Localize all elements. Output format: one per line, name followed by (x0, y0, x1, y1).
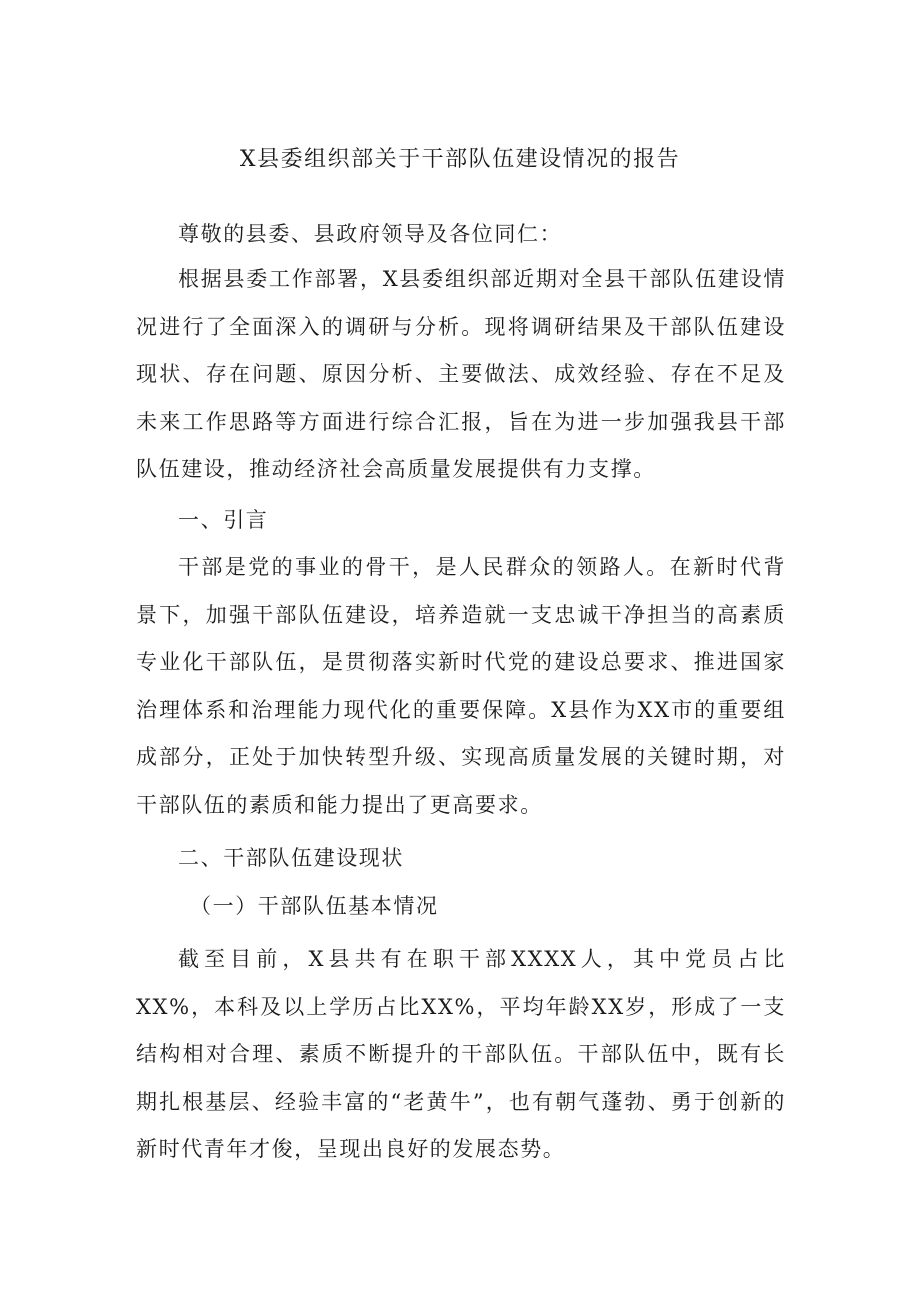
salutation (136, 214, 786, 254)
salutation-text: 尊敬的县委、县政府领导及各位同仁： (178, 222, 563, 246)
basic-info-paragraph: 截至目前，X县共有在职干部XXXX人，其中党员占比XX%，本科及以上学历占比XX%，平均年龄XX岁，形成了一支结构相对合理、素质不断提升的干部队伍。干部队伍中，既有长期扎根基层、经验丰富的“老黄牛”，也有朝气蓬勃、勇于创新的新时代青年才俊，呈现出良好的发展态势。 (136, 947, 786, 1161)
intro-paragraph: 根据县委工作部署，X县委组织部近期对全县干部队伍建设情况进行了全面深入的调研与分析。现将调研结果及干部队伍建设现状、存在问题、原因分析、主要做法、成效经验、存在不足及未来工作思路等方面进行综合汇报，旨在为进一步加强我县干部队伍建设，推动经济社会高质量发展提供有力支撑。 (136, 267, 786, 481)
section-heading-status: 二、干部队伍建设现状 (178, 846, 404, 870)
section-heading-introduction: 一、引言 (178, 508, 269, 532)
report-title: X县委组织部关于干部队伍建设情况的报告 (239, 147, 681, 172)
introduction-paragraph: 干部是党的事业的骨干，是人民群众的领路人。在新时代背景下，加强干部队伍建设，培养造就一支忠诚干净担当的高素质专业化干部队伍，是贯彻落实新时代党的建设总要求、推进国家治理体系和治理能力现代化的重要保障。X县作为XX市的重要组成部分，正处于加快转型升级、实现高质量发展的关键时期，对干部队伍的素质和能力提出了更高要求。 (136, 555, 786, 817)
subsection-heading-basic-info: （一）干部队伍基本情况 (190, 894, 439, 918)
